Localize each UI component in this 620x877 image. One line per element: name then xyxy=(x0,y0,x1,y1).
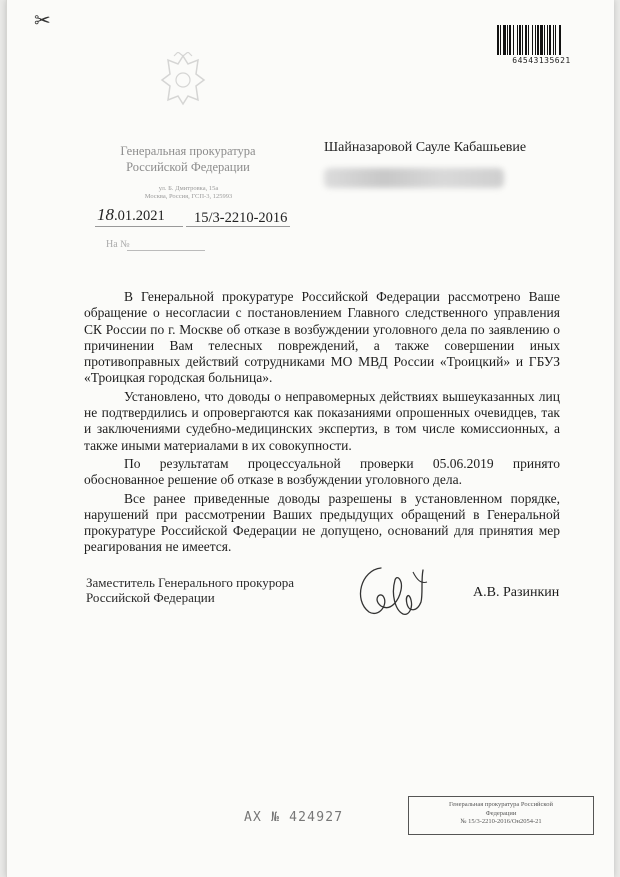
registration-stamp xyxy=(408,796,594,835)
paragraph-4: Все ранее приведенные доводы разрешены в установленном порядке, нарушений при рассмотрении Ваших предыдущих обращений в Генеральной прокуратуре Российской Федерации не допущено, оснований для принятия мер реагирования не имеется. xyxy=(84,490,560,555)
signatory-title xyxy=(86,575,294,605)
page-edge xyxy=(6,0,7,877)
barcode-bar xyxy=(519,25,521,55)
org-line-1: Генеральная прокуратура xyxy=(120,144,256,158)
stamp-line-3: № 15/3-2210-2016/Он2054-21 xyxy=(460,818,542,825)
barcode-bar xyxy=(540,25,543,55)
barcode-bars xyxy=(497,25,585,55)
paragraph-2: Установлено, что доводы о неправомерных действиях вышеуказанных лиц не подтвердились и опровергаются как показаниями опрошенных очевидцев, так и заключениями судебно-медицинских экспертиз, в том числе комиссионных, а также иными материалами в их совокупности. xyxy=(84,388,560,453)
barcode-bar xyxy=(537,25,539,55)
barcode-bar xyxy=(525,25,527,55)
org-line-2: Российской Федерации xyxy=(126,160,250,174)
handwritten-signature xyxy=(351,560,441,620)
date-underline xyxy=(95,226,183,227)
date-rest: .01.2021 xyxy=(114,208,165,224)
signatory-title-line-1: Заместитель Генерального прокурора xyxy=(86,575,295,590)
barcode-bar xyxy=(555,25,556,55)
barcode-bar xyxy=(528,25,529,55)
date-day: 18 xyxy=(97,205,114,224)
barcode-bar xyxy=(497,25,499,55)
addr-line-2: Москва, Россия, ГСП-3, 125993 xyxy=(144,193,233,200)
barcode-bar xyxy=(549,25,551,55)
signatory-title-line-2: Российской Федерации xyxy=(86,590,215,605)
barcode-bar xyxy=(532,25,533,55)
barcode-bar xyxy=(544,25,545,55)
barcode-bar xyxy=(553,25,554,55)
addr-line-1: ул. Б. Дмитровка, 15а xyxy=(158,185,219,192)
redacted-address xyxy=(324,168,504,188)
sender-address xyxy=(121,185,256,201)
barcode-bar xyxy=(503,25,506,55)
signatory-name: А.В. Разинкин xyxy=(473,585,560,600)
document-number: 15/3-2210-2016 xyxy=(194,210,288,226)
letter-body xyxy=(84,289,560,558)
letter-date xyxy=(97,205,165,225)
ref-underline xyxy=(127,250,205,251)
letter-page xyxy=(6,0,614,877)
form-serial-number: АХ № 424927 xyxy=(244,810,344,825)
docnum-underline xyxy=(186,226,290,227)
barcode-bar xyxy=(509,25,511,55)
recipient-name: Шайназаровой Сауле Кабашьевие xyxy=(324,140,527,155)
barcode-bar xyxy=(517,25,518,55)
paragraph-1: В Генеральной прокуратуре Российской Федерации рассмотрено Ваше обращение о несогласии с постановлением Главного следственного управления СК России по г. Москве об отказе в возбуждении уголовного дела по заявлению о причинении Вам телесных повреждений, а также совершении иных противоправных действий сотрудниками МО МВД России «Троицкий» и ГБУЗ «Троицкая городская больница». xyxy=(84,289,560,386)
barcode xyxy=(493,22,590,68)
barcode-bar xyxy=(535,25,536,55)
stamp-line-2: Федерации xyxy=(485,809,517,817)
barcode-bar xyxy=(500,25,501,55)
corner-mark: ✂ xyxy=(34,8,51,32)
barcode-number: 64543135621 xyxy=(512,56,571,65)
reference-label: На № xyxy=(106,239,130,250)
stamp-line-1: Генеральная прокуратура Российской xyxy=(449,801,553,808)
sender-organization xyxy=(98,143,278,175)
barcode-bar xyxy=(522,25,523,55)
barcode-bar xyxy=(507,25,508,55)
paragraph-3: По результатам процессуальной проверки 05.06.2019 принято обоснованное решение об отказе в возбуждении уголовного дела. xyxy=(84,455,560,488)
barcode-bar xyxy=(547,25,548,55)
barcode-bar xyxy=(559,25,561,55)
barcode-bar xyxy=(513,25,514,55)
emblem-icon xyxy=(158,52,208,108)
